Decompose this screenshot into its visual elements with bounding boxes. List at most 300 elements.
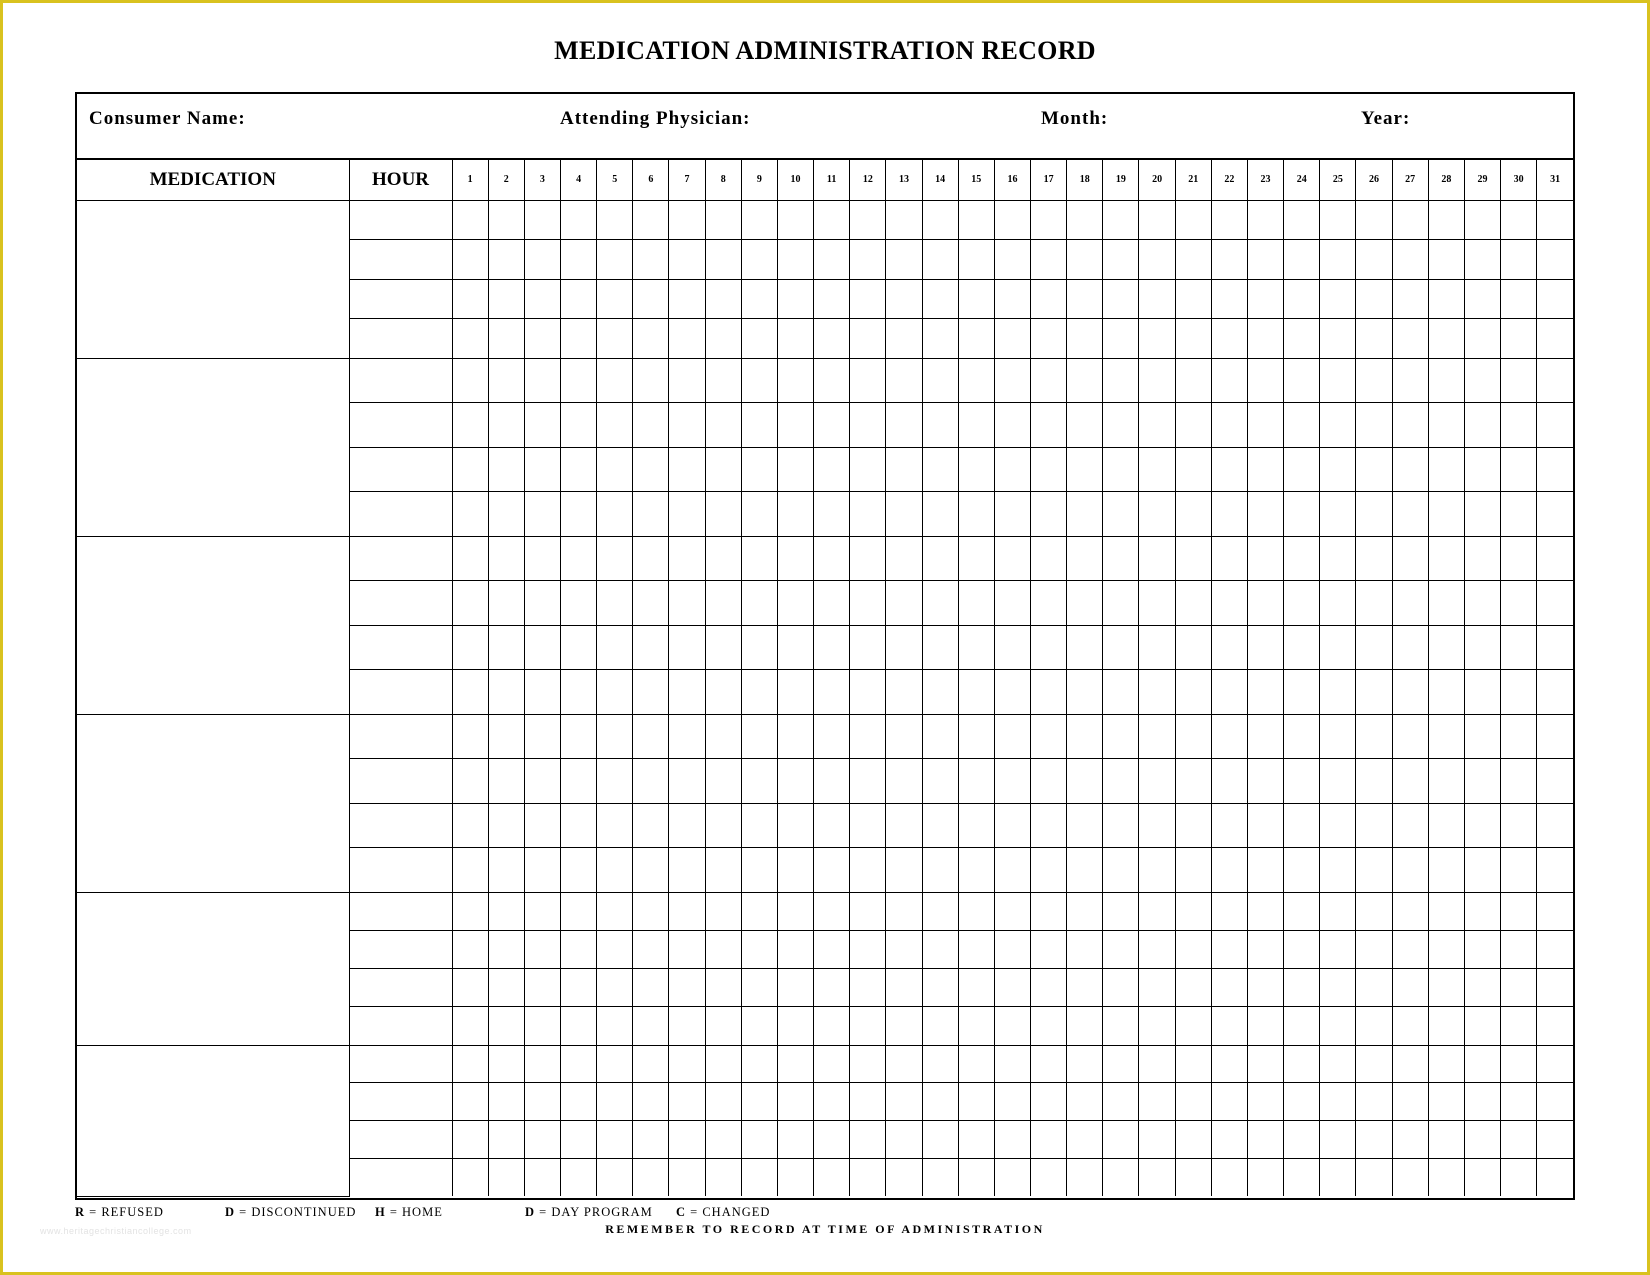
day-cell[interactable] bbox=[741, 1083, 777, 1121]
day-cell[interactable] bbox=[1501, 319, 1537, 359]
day-cell[interactable] bbox=[1464, 1045, 1500, 1083]
day-cell[interactable] bbox=[560, 969, 596, 1007]
day-cell[interactable] bbox=[1211, 1083, 1247, 1121]
day-cell[interactable] bbox=[633, 492, 669, 537]
day-cell[interactable] bbox=[1175, 969, 1211, 1007]
day-cell[interactable] bbox=[741, 670, 777, 715]
day-cell[interactable] bbox=[452, 200, 488, 240]
day-cell[interactable] bbox=[922, 581, 958, 626]
day-cell[interactable] bbox=[633, 536, 669, 581]
day-cell[interactable] bbox=[452, 1083, 488, 1121]
day-cell[interactable] bbox=[669, 1045, 705, 1083]
day-cell[interactable] bbox=[705, 581, 741, 626]
day-cell[interactable] bbox=[705, 1121, 741, 1159]
day-cell[interactable] bbox=[1139, 969, 1175, 1007]
hour-cell[interactable] bbox=[349, 848, 452, 893]
day-cell[interactable] bbox=[1175, 240, 1211, 280]
day-cell[interactable] bbox=[488, 759, 524, 804]
day-cell[interactable] bbox=[488, 848, 524, 893]
day-cell[interactable] bbox=[1284, 536, 1320, 581]
medication-cell[interactable] bbox=[77, 358, 349, 536]
day-cell[interactable] bbox=[814, 536, 850, 581]
day-cell[interactable] bbox=[1356, 759, 1392, 804]
day-cell[interactable] bbox=[597, 1007, 633, 1045]
day-cell[interactable] bbox=[958, 358, 994, 403]
day-cell[interactable] bbox=[741, 358, 777, 403]
day-cell[interactable] bbox=[524, 759, 560, 804]
day-cell[interactable] bbox=[1501, 625, 1537, 670]
day-cell[interactable] bbox=[669, 536, 705, 581]
day-cell[interactable] bbox=[1537, 848, 1573, 893]
day-cell[interactable] bbox=[886, 279, 922, 319]
day-cell[interactable] bbox=[1175, 1007, 1211, 1045]
day-cell[interactable] bbox=[1464, 1007, 1500, 1045]
day-cell[interactable] bbox=[560, 892, 596, 930]
day-cell[interactable] bbox=[1537, 625, 1573, 670]
day-cell[interactable] bbox=[886, 1007, 922, 1045]
day-cell[interactable] bbox=[1392, 1158, 1428, 1196]
day-cell[interactable] bbox=[1211, 200, 1247, 240]
day-cell[interactable] bbox=[1067, 447, 1103, 492]
day-cell[interactable] bbox=[1031, 930, 1067, 968]
day-cell[interactable] bbox=[669, 969, 705, 1007]
day-cell[interactable] bbox=[958, 848, 994, 893]
day-cell[interactable] bbox=[1320, 1158, 1356, 1196]
day-cell[interactable] bbox=[1320, 930, 1356, 968]
day-cell[interactable] bbox=[1464, 892, 1500, 930]
day-cell[interactable] bbox=[1501, 803, 1537, 848]
day-cell[interactable] bbox=[814, 358, 850, 403]
day-cell[interactable] bbox=[814, 969, 850, 1007]
day-cell[interactable] bbox=[488, 536, 524, 581]
day-cell[interactable] bbox=[886, 403, 922, 448]
day-cell[interactable] bbox=[1428, 447, 1464, 492]
day-cell[interactable] bbox=[705, 759, 741, 804]
day-cell[interactable] bbox=[524, 1045, 560, 1083]
day-cell[interactable] bbox=[741, 714, 777, 759]
day-cell[interactable] bbox=[524, 670, 560, 715]
day-cell[interactable] bbox=[560, 403, 596, 448]
day-cell[interactable] bbox=[1356, 1121, 1392, 1159]
day-cell[interactable] bbox=[741, 492, 777, 537]
day-cell[interactable] bbox=[597, 240, 633, 280]
day-cell[interactable] bbox=[1356, 670, 1392, 715]
day-cell[interactable] bbox=[1175, 625, 1211, 670]
day-cell[interactable] bbox=[814, 803, 850, 848]
day-cell[interactable] bbox=[1537, 1007, 1573, 1045]
day-cell[interactable] bbox=[1501, 1158, 1537, 1196]
day-cell[interactable] bbox=[1175, 714, 1211, 759]
day-cell[interactable] bbox=[922, 1158, 958, 1196]
day-cell[interactable] bbox=[1464, 803, 1500, 848]
day-cell[interactable] bbox=[597, 447, 633, 492]
day-cell[interactable] bbox=[922, 930, 958, 968]
day-cell[interactable] bbox=[922, 447, 958, 492]
day-cell[interactable] bbox=[886, 625, 922, 670]
day-cell[interactable] bbox=[597, 1158, 633, 1196]
day-cell[interactable] bbox=[1247, 1083, 1283, 1121]
day-cell[interactable] bbox=[1103, 403, 1139, 448]
day-cell[interactable] bbox=[633, 319, 669, 359]
day-cell[interactable] bbox=[922, 1083, 958, 1121]
day-cell[interactable] bbox=[1284, 1083, 1320, 1121]
day-cell[interactable] bbox=[1175, 1121, 1211, 1159]
day-cell[interactable] bbox=[1537, 319, 1573, 359]
day-cell[interactable] bbox=[488, 1045, 524, 1083]
day-cell[interactable] bbox=[1320, 240, 1356, 280]
day-cell[interactable] bbox=[922, 803, 958, 848]
hour-cell[interactable] bbox=[349, 447, 452, 492]
day-cell[interactable] bbox=[1501, 1007, 1537, 1045]
day-cell[interactable] bbox=[741, 625, 777, 670]
day-cell[interactable] bbox=[1464, 1083, 1500, 1121]
day-cell[interactable] bbox=[1501, 1045, 1537, 1083]
day-cell[interactable] bbox=[1320, 1007, 1356, 1045]
day-cell[interactable] bbox=[1067, 1007, 1103, 1045]
day-cell[interactable] bbox=[1031, 1083, 1067, 1121]
day-cell[interactable] bbox=[633, 714, 669, 759]
day-cell[interactable] bbox=[1320, 803, 1356, 848]
day-cell[interactable] bbox=[1428, 536, 1464, 581]
day-cell[interactable] bbox=[850, 848, 886, 893]
day-cell[interactable] bbox=[452, 536, 488, 581]
day-cell[interactable] bbox=[886, 240, 922, 280]
day-cell[interactable] bbox=[705, 625, 741, 670]
day-cell[interactable] bbox=[850, 279, 886, 319]
day-cell[interactable] bbox=[922, 759, 958, 804]
day-cell[interactable] bbox=[524, 930, 560, 968]
day-cell[interactable] bbox=[1464, 969, 1500, 1007]
day-cell[interactable] bbox=[958, 670, 994, 715]
day-cell[interactable] bbox=[1211, 403, 1247, 448]
day-cell[interactable] bbox=[1211, 240, 1247, 280]
day-cell[interactable] bbox=[633, 803, 669, 848]
hour-cell[interactable] bbox=[349, 714, 452, 759]
day-cell[interactable] bbox=[1428, 670, 1464, 715]
day-cell[interactable] bbox=[488, 200, 524, 240]
day-cell[interactable] bbox=[994, 848, 1030, 893]
day-cell[interactable] bbox=[452, 1045, 488, 1083]
day-cell[interactable] bbox=[669, 358, 705, 403]
day-cell[interactable] bbox=[705, 358, 741, 403]
hour-cell[interactable] bbox=[349, 892, 452, 930]
day-cell[interactable] bbox=[1501, 581, 1537, 626]
day-cell[interactable] bbox=[705, 1083, 741, 1121]
day-cell[interactable] bbox=[1356, 447, 1392, 492]
day-cell[interactable] bbox=[633, 200, 669, 240]
day-cell[interactable] bbox=[1320, 759, 1356, 804]
hour-cell[interactable] bbox=[349, 200, 452, 240]
day-cell[interactable] bbox=[922, 1007, 958, 1045]
day-cell[interactable] bbox=[850, 358, 886, 403]
day-cell[interactable] bbox=[1103, 358, 1139, 403]
day-cell[interactable] bbox=[850, 969, 886, 1007]
day-cell[interactable] bbox=[1139, 200, 1175, 240]
day-cell[interactable] bbox=[633, 240, 669, 280]
day-cell[interactable] bbox=[1464, 1158, 1500, 1196]
day-cell[interactable] bbox=[1320, 714, 1356, 759]
day-cell[interactable] bbox=[922, 403, 958, 448]
hour-cell[interactable] bbox=[349, 279, 452, 319]
day-cell[interactable] bbox=[958, 969, 994, 1007]
day-cell[interactable] bbox=[560, 447, 596, 492]
day-cell[interactable] bbox=[850, 1007, 886, 1045]
day-cell[interactable] bbox=[777, 1007, 813, 1045]
day-cell[interactable] bbox=[886, 492, 922, 537]
day-cell[interactable] bbox=[1139, 1007, 1175, 1045]
day-cell[interactable] bbox=[741, 279, 777, 319]
day-cell[interactable] bbox=[1320, 200, 1356, 240]
day-cell[interactable] bbox=[850, 1083, 886, 1121]
hour-cell[interactable] bbox=[349, 803, 452, 848]
day-cell[interactable] bbox=[524, 319, 560, 359]
day-cell[interactable] bbox=[669, 279, 705, 319]
day-cell[interactable] bbox=[524, 1083, 560, 1121]
day-cell[interactable] bbox=[777, 358, 813, 403]
day-cell[interactable] bbox=[560, 930, 596, 968]
day-cell[interactable] bbox=[958, 714, 994, 759]
hour-cell[interactable] bbox=[349, 930, 452, 968]
day-cell[interactable] bbox=[524, 279, 560, 319]
day-cell[interactable] bbox=[1320, 447, 1356, 492]
day-cell[interactable] bbox=[994, 1121, 1030, 1159]
day-cell[interactable] bbox=[597, 1045, 633, 1083]
day-cell[interactable] bbox=[958, 319, 994, 359]
day-cell[interactable] bbox=[958, 279, 994, 319]
day-cell[interactable] bbox=[741, 1121, 777, 1159]
day-cell[interactable] bbox=[633, 1083, 669, 1121]
day-cell[interactable] bbox=[814, 759, 850, 804]
day-cell[interactable] bbox=[1428, 319, 1464, 359]
day-cell[interactable] bbox=[1356, 803, 1392, 848]
day-cell[interactable] bbox=[1247, 930, 1283, 968]
day-cell[interactable] bbox=[597, 581, 633, 626]
day-cell[interactable] bbox=[488, 803, 524, 848]
day-cell[interactable] bbox=[886, 1045, 922, 1083]
hour-cell[interactable] bbox=[349, 581, 452, 626]
day-cell[interactable] bbox=[741, 930, 777, 968]
day-cell[interactable] bbox=[1103, 1007, 1139, 1045]
day-cell[interactable] bbox=[1175, 581, 1211, 626]
day-cell[interactable] bbox=[1428, 892, 1464, 930]
day-cell[interactable] bbox=[741, 1007, 777, 1045]
day-cell[interactable] bbox=[1356, 319, 1392, 359]
day-cell[interactable] bbox=[1211, 930, 1247, 968]
day-cell[interactable] bbox=[1031, 670, 1067, 715]
day-cell[interactable] bbox=[1284, 1045, 1320, 1083]
day-cell[interactable] bbox=[1103, 492, 1139, 537]
day-cell[interactable] bbox=[1284, 759, 1320, 804]
day-cell[interactable] bbox=[1211, 1121, 1247, 1159]
day-cell[interactable] bbox=[1501, 279, 1537, 319]
day-cell[interactable] bbox=[994, 670, 1030, 715]
day-cell[interactable] bbox=[814, 200, 850, 240]
day-cell[interactable] bbox=[1464, 403, 1500, 448]
day-cell[interactable] bbox=[1320, 536, 1356, 581]
day-cell[interactable] bbox=[922, 892, 958, 930]
day-cell[interactable] bbox=[850, 803, 886, 848]
day-cell[interactable] bbox=[1067, 492, 1103, 537]
day-cell[interactable] bbox=[1428, 279, 1464, 319]
day-cell[interactable] bbox=[705, 670, 741, 715]
day-cell[interactable] bbox=[1139, 714, 1175, 759]
day-cell[interactable] bbox=[633, 1121, 669, 1159]
medication-cell[interactable] bbox=[77, 200, 349, 358]
day-cell[interactable] bbox=[597, 670, 633, 715]
day-cell[interactable] bbox=[1464, 581, 1500, 626]
day-cell[interactable] bbox=[1392, 1007, 1428, 1045]
day-cell[interactable] bbox=[922, 492, 958, 537]
day-cell[interactable] bbox=[1031, 848, 1067, 893]
day-cell[interactable] bbox=[1247, 536, 1283, 581]
day-cell[interactable] bbox=[1392, 1121, 1428, 1159]
day-cell[interactable] bbox=[1103, 319, 1139, 359]
hour-cell[interactable] bbox=[349, 759, 452, 804]
day-cell[interactable] bbox=[1392, 848, 1428, 893]
day-cell[interactable] bbox=[886, 1083, 922, 1121]
day-cell[interactable] bbox=[524, 492, 560, 537]
day-cell[interactable] bbox=[1537, 759, 1573, 804]
day-cell[interactable] bbox=[850, 670, 886, 715]
day-cell[interactable] bbox=[777, 1045, 813, 1083]
day-cell[interactable] bbox=[633, 403, 669, 448]
hour-cell[interactable] bbox=[349, 625, 452, 670]
day-cell[interactable] bbox=[1501, 759, 1537, 804]
day-cell[interactable] bbox=[1464, 358, 1500, 403]
day-cell[interactable] bbox=[814, 892, 850, 930]
day-cell[interactable] bbox=[886, 1121, 922, 1159]
day-cell[interactable] bbox=[1392, 759, 1428, 804]
day-cell[interactable] bbox=[1501, 358, 1537, 403]
day-cell[interactable] bbox=[1356, 358, 1392, 403]
day-cell[interactable] bbox=[1428, 200, 1464, 240]
day-cell[interactable] bbox=[633, 625, 669, 670]
day-cell[interactable] bbox=[1464, 625, 1500, 670]
day-cell[interactable] bbox=[560, 1121, 596, 1159]
day-cell[interactable] bbox=[958, 492, 994, 537]
day-cell[interactable] bbox=[1320, 319, 1356, 359]
day-cell[interactable] bbox=[958, 240, 994, 280]
day-cell[interactable] bbox=[1284, 1158, 1320, 1196]
day-cell[interactable] bbox=[1501, 403, 1537, 448]
day-cell[interactable] bbox=[777, 200, 813, 240]
day-cell[interactable] bbox=[1103, 969, 1139, 1007]
day-cell[interactable] bbox=[1067, 848, 1103, 893]
day-cell[interactable] bbox=[1103, 240, 1139, 280]
day-cell[interactable] bbox=[597, 969, 633, 1007]
day-cell[interactable] bbox=[994, 581, 1030, 626]
day-cell[interactable] bbox=[633, 447, 669, 492]
day-cell[interactable] bbox=[1139, 1083, 1175, 1121]
day-cell[interactable] bbox=[958, 403, 994, 448]
day-cell[interactable] bbox=[1247, 1045, 1283, 1083]
day-cell[interactable] bbox=[1103, 447, 1139, 492]
day-cell[interactable] bbox=[560, 358, 596, 403]
day-cell[interactable] bbox=[1175, 892, 1211, 930]
day-cell[interactable] bbox=[741, 759, 777, 804]
day-cell[interactable] bbox=[597, 279, 633, 319]
day-cell[interactable] bbox=[524, 1007, 560, 1045]
day-cell[interactable] bbox=[850, 930, 886, 968]
hour-cell[interactable] bbox=[349, 670, 452, 715]
day-cell[interactable] bbox=[1211, 1158, 1247, 1196]
day-cell[interactable] bbox=[994, 892, 1030, 930]
day-cell[interactable] bbox=[1031, 969, 1067, 1007]
day-cell[interactable] bbox=[597, 358, 633, 403]
day-cell[interactable] bbox=[994, 200, 1030, 240]
day-cell[interactable] bbox=[1537, 714, 1573, 759]
day-cell[interactable] bbox=[958, 892, 994, 930]
day-cell[interactable] bbox=[777, 447, 813, 492]
day-cell[interactable] bbox=[741, 319, 777, 359]
day-cell[interactable] bbox=[958, 1121, 994, 1159]
day-cell[interactable] bbox=[488, 240, 524, 280]
day-cell[interactable] bbox=[1428, 759, 1464, 804]
day-cell[interactable] bbox=[1247, 670, 1283, 715]
day-cell[interactable] bbox=[1031, 581, 1067, 626]
day-cell[interactable] bbox=[1392, 892, 1428, 930]
day-cell[interactable] bbox=[524, 447, 560, 492]
day-cell[interactable] bbox=[1501, 714, 1537, 759]
day-cell[interactable] bbox=[777, 803, 813, 848]
day-cell[interactable] bbox=[1356, 625, 1392, 670]
day-cell[interactable] bbox=[1428, 930, 1464, 968]
day-cell[interactable] bbox=[922, 319, 958, 359]
day-cell[interactable] bbox=[1211, 803, 1247, 848]
day-cell[interactable] bbox=[669, 319, 705, 359]
day-cell[interactable] bbox=[1211, 319, 1247, 359]
day-cell[interactable] bbox=[1031, 358, 1067, 403]
day-cell[interactable] bbox=[886, 759, 922, 804]
day-cell[interactable] bbox=[633, 670, 669, 715]
day-cell[interactable] bbox=[850, 1121, 886, 1159]
day-cell[interactable] bbox=[922, 240, 958, 280]
day-cell[interactable] bbox=[705, 1007, 741, 1045]
day-cell[interactable] bbox=[777, 536, 813, 581]
day-cell[interactable] bbox=[633, 1158, 669, 1196]
day-cell[interactable] bbox=[1247, 1158, 1283, 1196]
day-cell[interactable] bbox=[777, 1121, 813, 1159]
day-cell[interactable] bbox=[1247, 319, 1283, 359]
day-cell[interactable] bbox=[1284, 670, 1320, 715]
day-cell[interactable] bbox=[1031, 536, 1067, 581]
day-cell[interactable] bbox=[814, 279, 850, 319]
day-cell[interactable] bbox=[1031, 1045, 1067, 1083]
day-cell[interactable] bbox=[1211, 536, 1247, 581]
day-cell[interactable] bbox=[1537, 930, 1573, 968]
day-cell[interactable] bbox=[524, 969, 560, 1007]
day-cell[interactable] bbox=[1284, 447, 1320, 492]
day-cell[interactable] bbox=[633, 848, 669, 893]
day-cell[interactable] bbox=[1356, 279, 1392, 319]
day-cell[interactable] bbox=[705, 1045, 741, 1083]
day-cell[interactable] bbox=[850, 714, 886, 759]
day-cell[interactable] bbox=[1501, 892, 1537, 930]
day-cell[interactable] bbox=[1103, 803, 1139, 848]
day-cell[interactable] bbox=[560, 536, 596, 581]
day-cell[interactable] bbox=[958, 200, 994, 240]
day-cell[interactable] bbox=[886, 358, 922, 403]
day-cell[interactable] bbox=[922, 200, 958, 240]
day-cell[interactable] bbox=[1428, 240, 1464, 280]
day-cell[interactable] bbox=[705, 969, 741, 1007]
day-cell[interactable] bbox=[958, 447, 994, 492]
day-cell[interactable] bbox=[1067, 1083, 1103, 1121]
day-cell[interactable] bbox=[994, 240, 1030, 280]
day-cell[interactable] bbox=[597, 892, 633, 930]
day-cell[interactable] bbox=[1067, 240, 1103, 280]
day-cell[interactable] bbox=[1211, 1007, 1247, 1045]
